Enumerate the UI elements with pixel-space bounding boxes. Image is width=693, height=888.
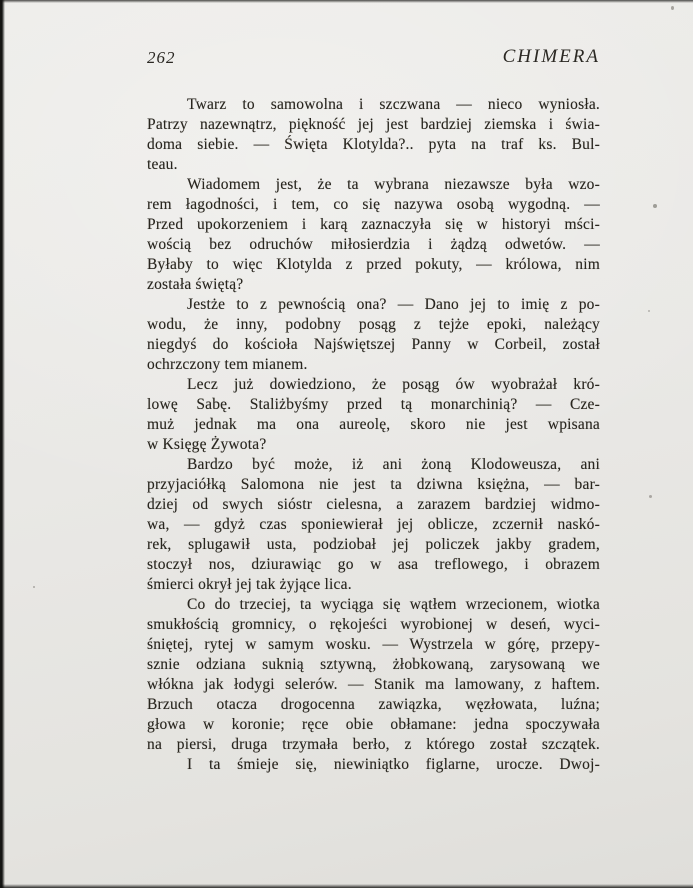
text-line: teau. — [147, 156, 178, 173]
paragraph — [147, 595, 600, 755]
text-line: muż jednak ma ona aureolę, skoro nie jest wpisana — [147, 416, 600, 433]
paragraph — [147, 95, 600, 175]
text-line: została świętą? — [147, 276, 244, 293]
text-line: niegdyś do kościoła Najświętszej Panny w Corbeil, został — [147, 336, 600, 353]
scan-speck — [33, 586, 35, 588]
text-line: przyjaciółką Salomona nie jest ta dziwna księżna, — bar- — [147, 476, 600, 493]
text-line: ochrzczony tem mianem. — [147, 356, 308, 373]
paragraph — [147, 375, 600, 455]
text-line: Byłaby to więc Klotylda z przed pokuty, — królowa, nim — [147, 256, 600, 273]
text-line: rem łagodności, i tem, co się nazywa osobą wygodną. — — [147, 196, 600, 213]
scan-speck — [649, 495, 652, 498]
scan-speck — [653, 204, 657, 208]
text-line: Lecz już dowiedziono, że posąg ów wyobrażał kró- — [187, 376, 600, 393]
text-line: dziej od swych sióstr cielesna, a zarazem bardziej widmo- — [147, 496, 600, 513]
text-line: Jestże to z pewnością ona? — Dano jej to imię z po- — [187, 296, 600, 313]
text-line: Brzuch otacza drogocenna zawiązka, węzłowata, luźna; — [147, 696, 600, 713]
text-line: na piersi, druga trzymała berło, z którego został szczątek. — [147, 736, 600, 753]
scan-edge-bottom — [0, 884, 693, 888]
paragraph — [147, 755, 600, 775]
text-line: Wiadomem jest, że ta wybrana niezawsze była wzo- — [187, 176, 600, 193]
text-line: stoczył nos, dziurawiąc go w asa treflowego, i obrazem — [147, 556, 600, 573]
scan-speck — [648, 310, 650, 312]
text-line: wodu, że inny, podobny posąg z tejże epoki, należący — [147, 316, 600, 333]
running-head — [147, 48, 600, 70]
page-number: 262 — [147, 48, 176, 67]
paragraph — [147, 175, 600, 295]
paragraph — [147, 455, 600, 595]
text-line: Bardzo być może, iż ani żoną Klodoweusza, ani — [187, 456, 600, 473]
text-line: włókna jak łodygi selerów. — Stanik ma lamowany, z haftem. — [147, 676, 600, 693]
text-line: lowę Sabę. Staliżbyśmy przed tą monarchinią? — Cze- — [147, 396, 600, 413]
text-line: I ta śmieje się, niewiniątko figlarne, urocze. Dwoj- — [187, 756, 600, 773]
scan-speck — [671, 6, 674, 10]
scan-edge-left — [0, 0, 5, 888]
text-line: Twarz to samowolna i szczwana — nieco wyniosła. — [187, 96, 600, 113]
text-line: smukłością gromnicy, o rękojeści wyrobionej w deseń, wyci- — [147, 616, 600, 633]
scan-edge-top — [0, 0, 693, 3]
text-line: Patrzy nazewnątrz, piękność jej jest bardziej ziemska i świa- — [147, 116, 600, 133]
paragraph — [147, 295, 600, 375]
text-line: rek, splugawił usta, podziobał jej policzek jakby gradem, — [147, 536, 600, 553]
text-line: Co do trzeciej, ta wyciąga się wątłem wrzecionem, wiotka — [187, 596, 600, 613]
text-line: w Księgę Żywota? — [147, 436, 267, 453]
text-line: sznie odziana suknią sztywną, żłobkowaną, zarysowaną we — [147, 656, 600, 673]
text-line: wością bez odruchów miłosierdzia i żądzą odwetów. — — [147, 236, 600, 253]
journal-title: CHIMERA — [502, 46, 600, 67]
text-column — [147, 95, 600, 775]
text-line: Przed upokorzeniem i karą zaznaczyła się w historyi mści- — [147, 216, 600, 233]
text-line: wa, — gdyż czas sponiewierał jej oblicze, zczernił naskó- — [147, 516, 600, 533]
text-line: śniętej, rytej w samym wosku. — Wystrzela w górę, przepy- — [147, 636, 600, 653]
text-line: śmierci okrył jej tak żyjące lica. — [147, 576, 352, 593]
text-line: doma siebie. — Święta Klotylda?.. pyta na traf ks. Bul- — [147, 136, 600, 153]
text-line: głowa w koronie; ręce obie obłamane: jedna spoczywała — [147, 716, 600, 733]
